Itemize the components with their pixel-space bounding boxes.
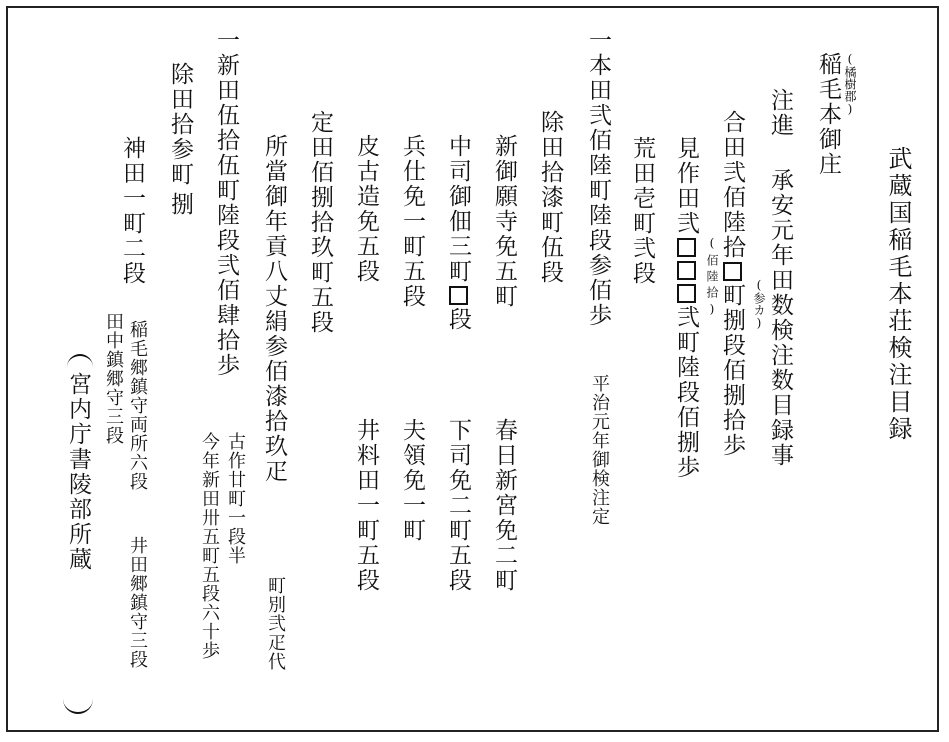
cultivated-a: 見作田弐 [673,136,699,236]
total-fields-a: 合田弐佰陸拾 [719,110,745,260]
waste-fields-line: 荒田壱町弐段 [629,136,655,286]
new-fields-note-2: 今年新田卅五町五段六十歩 [199,432,220,660]
document-page [8,6,941,736]
main-fields-line: 一本田弐佰陸町陸段参佰歩 [585,28,611,328]
submission-heading: 注進 [767,88,793,138]
nakazukasa-line [446,134,469,332]
tax-mark: 漆 [261,384,287,409]
irrigation-fields: 井料田一町五段 [353,418,379,593]
cultivated-b: 弐町陸段佰捌歩 [673,305,699,480]
submission-text: 承安元年田数検注数目録事 [767,168,793,468]
missing-char-box [677,261,696,280]
temple-exemption: 新御願寺免五町 [491,134,517,309]
exempt-mark: 漆 [537,185,563,210]
fixed-fields-line: 定田佰捌拾玖町五段 [307,110,333,335]
exempt-fields-line [538,110,561,285]
missing-char-box [449,286,468,305]
document-title: 武蔵国稲毛本荘検注目録 [884,146,912,443]
total-fields-b: 町捌段佰捌拾歩 [719,283,745,458]
source-paren-close [63,694,93,714]
missing-char-box [677,284,696,303]
missing-char-box [677,238,696,257]
ida-shrine-note: 井田郷鎮守三段 [127,536,148,669]
nakazukasa-b: 段 [445,307,471,332]
exempt-fields-2-b: 捌 [167,192,193,217]
exempt-a: 除田拾 [537,110,563,185]
inage-shrine-note: 稲毛郷鎮守両所六段 [127,320,148,491]
new-fields-line: 一新田伍拾伍町陸段弐佰肆拾歩 [213,28,239,378]
soldier-exemption: 兵仕免一町五段 [399,134,425,309]
hundred-note: (佰陸拾) [705,236,719,320]
estate-name: 稲毛本御庄 [815,52,841,177]
missing-char-box [723,262,742,281]
shimozukasa-exemption: 下司免二町五段 [445,418,471,593]
main-fields-note: 平治元年御検注定 [589,374,610,526]
source-attribution: 宮内庁書陵部所蔵 [65,372,91,572]
laborer-exemption: 夫領免一町 [399,418,425,543]
tanaka-shrine-note: 田中鎮郷守三段 [103,312,124,445]
exempt-b: 町伍段 [537,210,563,285]
tax-note: 町別弐疋代 [265,576,286,671]
total-fields-line [720,110,743,458]
tax-b: 拾玖疋 [261,409,287,484]
kasuga-exemption: 春日新宮免二町 [491,418,517,593]
cultivated-fields-line [674,136,697,480]
nakazukasa-a: 中司御佃三町 [445,134,471,284]
aux-note: (参カ) [752,278,766,330]
shrine-fields-line: 神田一町二段 [119,136,145,286]
leather-exemption: 皮古造免五段 [353,134,379,284]
district-note: (橘樹郡) [843,52,857,116]
source-paren-open [67,354,93,370]
tax-a: 所當御年貢八丈絹参佰 [261,134,287,384]
new-fields-note-1: 古作廿町一段半 [225,432,246,565]
exempt-fields-2-a: 除田拾参町 [167,62,193,187]
tax-line [262,134,285,484]
